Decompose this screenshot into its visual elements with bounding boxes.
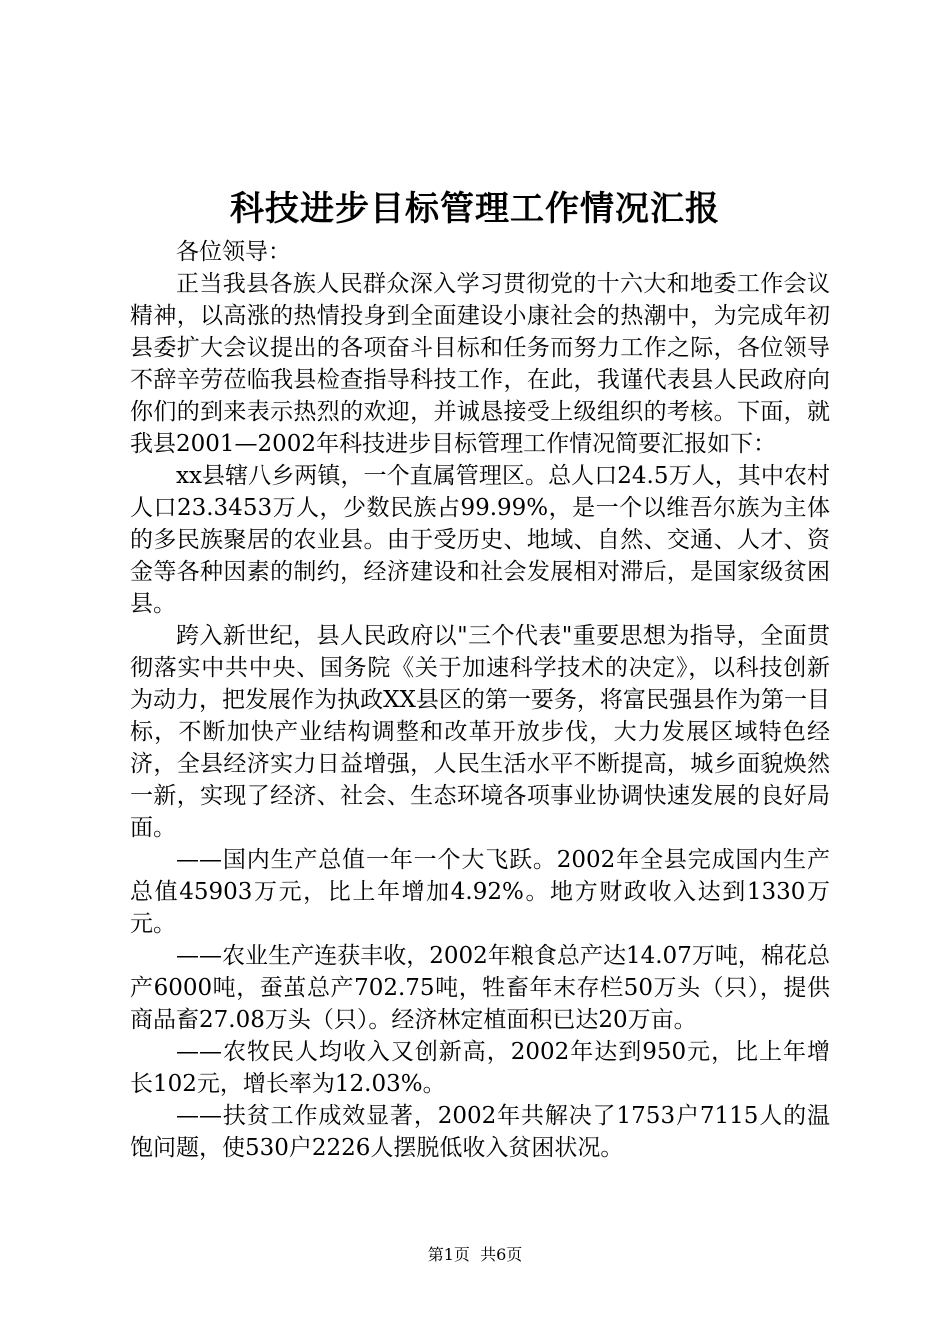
county-overview-paragraph: xx县辖八乡两镇，一个直属管理区。总人口24.5万人，其中农村人口23.3453万人，少数民族占99.99%，是一个以维吾尔族为主体的多民族聚居的农业县。由于受历史、地域、自然、交通、人才、资金等各种因素的制约，经济建设和社会发展相对滞后，是国家级贫困县。 (130, 463, 830, 617)
document-body (130, 236, 830, 1164)
document-title: 科技进步目标管理工作情况汇报 (230, 189, 720, 229)
new-century-paragraph: 跨入新世纪，县人民政府以"三个代表"重要思想为指导，全面贯彻落实中共中央、国务院《关于加速科学技术的决定》，以科技创新为动力，把发展作为执政XX县区的第一要务，将富民强县作为第一目标，不断加快产业结构调整和改革开放步伐，大力发展区域特色经济，全县经济实力日益增强，人民生活水平不断提高，城乡面貌焕然一新，实现了经济、社会、生态环境各项事业协调快速发展的良好局面。 (130, 623, 830, 841)
salutation-paragraph: 各位领导： (176, 239, 291, 265)
income-paragraph: ——农牧民人均收入又创新高，2002年达到950元，比上年增长102元，增长率为12.03%。 (130, 1039, 830, 1097)
page-number: 第1页 (427, 1245, 470, 1264)
gdp-paragraph: ——国内生产总值一年一个大飞跃。2002年全县完成国内生产总值45903万元，比上年增加4.92%。地方财政收入达到1330万元。 (130, 847, 830, 937)
page-footer (0, 1243, 950, 1267)
intro-paragraph: 正当我县各族人民群众深入学习贯彻党的十六大和地委工作会议精神，以高涨的热情投身到全面建设小康社会的热潮中，为完成年初县委扩大会议提出的各项奋斗目标和任务而努力工作之际，各位领导不辞辛劳莅临我县检查指导科技工作，在此，我谨代表县人民政府向你们的到来表示热烈的欢迎，并诚恳接受上级组织的考核。下面，就我县2001—2002年科技进步目标管理工作情况简要汇报如下： (130, 271, 830, 457)
page-total: 共6页 (480, 1245, 523, 1264)
poverty-paragraph: ——扶贫工作成效显著，2002年共解决了1753户7115人的温饱问题，使530户2226人摆脱低收入贫困状况。 (130, 1103, 830, 1161)
agriculture-paragraph: ——农业生产连获丰收，2002年粮食总产达14.07万吨，棉花总产6000吨，蚕茧总产702.75吨，牲畜年末存栏50万头（只），提供商品畜27.08万头（只）。经济林定植面积已达20万亩。 (130, 943, 830, 1033)
